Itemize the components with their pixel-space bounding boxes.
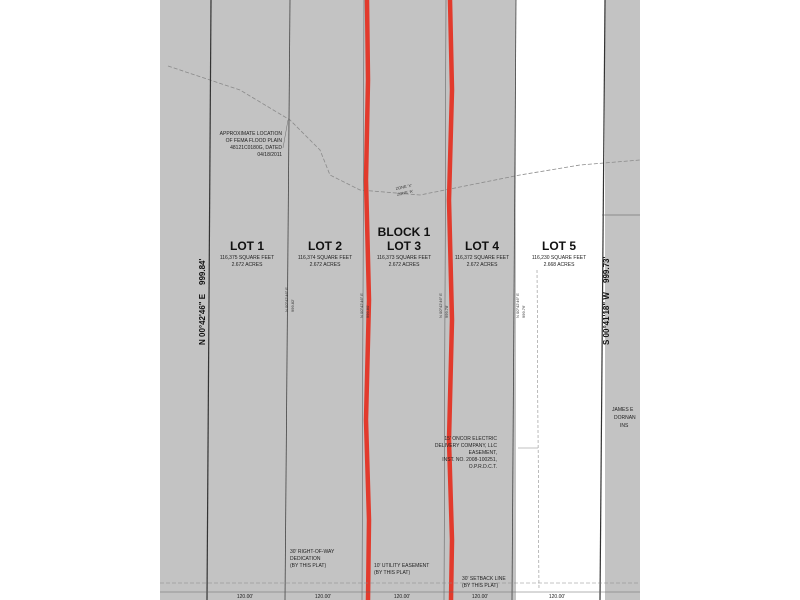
lot5-label: LOT 5 bbox=[541, 239, 577, 253]
setback-note-line2: (BY THIS PLAT) bbox=[462, 583, 499, 589]
frontage-lot1: 120.00' bbox=[236, 594, 254, 600]
west-distance-label: 999.84' bbox=[198, 258, 207, 285]
interior-distance-2: 999.80' bbox=[365, 305, 370, 318]
flood-note-line1: APPROXIMATE LOCATION bbox=[219, 131, 282, 137]
lot2-label: LOT 2 bbox=[307, 239, 343, 253]
adjacent-owner-line3: INS bbox=[620, 423, 629, 429]
interior-distance-3: 999.78' bbox=[444, 305, 449, 318]
oncor-note-line5: O.P.R.D.C.T. bbox=[468, 464, 497, 470]
utility-note-line2: (BY THIS PLAT) bbox=[374, 570, 411, 576]
lot5-area bbox=[516, 0, 605, 600]
utility-note-line1: 10' UTILITY EASEMENT bbox=[374, 563, 430, 569]
flood-note-line2: OF FEMA FLOOD PLAIN bbox=[225, 138, 282, 144]
frontage-lot3: 120.00' bbox=[393, 594, 411, 600]
lot5-acres: 2.668 ACRES bbox=[543, 262, 575, 268]
west-bearing-label: N 00°42'46" E bbox=[198, 293, 207, 345]
frontage-lot5: 120.00' bbox=[548, 594, 566, 600]
lot3-sqft: 116,373 SQUARE FEET bbox=[376, 255, 432, 261]
row-note-line3: (BY THIS PLAT) bbox=[290, 563, 327, 569]
oncor-note-line3: EASEMENT, bbox=[468, 450, 497, 456]
row-note-line1: 30' RIGHT-OF-WAY bbox=[290, 549, 335, 555]
interior-bearing-2: N 00°42'46" E bbox=[359, 293, 364, 318]
lot1-label: LOT 1 bbox=[229, 239, 265, 253]
zone-upper-label: ZONE 'X' bbox=[395, 182, 413, 191]
setback-note-line1: 30' SETBACK LINE bbox=[462, 576, 506, 582]
oncor-note-line4: INST. NO. 2008-100251, bbox=[442, 457, 497, 463]
frontage-lot4: 120.00' bbox=[471, 594, 489, 600]
lot4-sqft: 116,372 SQUARE FEET bbox=[454, 255, 510, 261]
lot4-label: LOT 4 bbox=[464, 239, 500, 253]
east-bearing-label: S 00°41'18" W bbox=[602, 292, 611, 345]
lot3-acres: 2.672 ACRES bbox=[388, 262, 420, 268]
interior-distance-4: 999.76' bbox=[521, 305, 526, 318]
lot1-acres: 2.672 ACRES bbox=[231, 262, 263, 268]
shaded-lots-area bbox=[160, 0, 516, 600]
lot5-sqft: 116,230 SQUARE FEET bbox=[531, 255, 587, 261]
lot2-acres: 2.672 ACRES bbox=[309, 262, 341, 268]
interior-distance-1: 999.82' bbox=[290, 299, 295, 312]
interior-bearing-3: N 00°42'46" E bbox=[438, 293, 443, 318]
lot3-label: LOT 3 bbox=[386, 239, 422, 253]
lot1-sqft: 116,375 SQUARE FEET bbox=[219, 255, 275, 261]
adjacent-owner-line1: JAMES E bbox=[612, 407, 634, 413]
adjacent-owner-line2: DORNAN bbox=[614, 415, 636, 421]
oncor-note-line1: 15' ONCOR ELECTRIC bbox=[444, 436, 497, 442]
east-distance-label: 999.73' bbox=[602, 256, 611, 283]
interior-bearing-1: N 00°42'46" E bbox=[284, 287, 289, 312]
flood-note-line4: 04/18/2011 bbox=[257, 152, 282, 158]
flood-note-line3: 48121C0180G, DATED bbox=[230, 145, 282, 151]
lot4-acres: 2.672 ACRES bbox=[466, 262, 498, 268]
oncor-note-line2: DELIVERY COMPANY, LLC bbox=[434, 443, 497, 449]
interior-bearing-4: N 00°42'46" E bbox=[515, 293, 520, 318]
block-label: BLOCK 1 bbox=[377, 225, 431, 239]
zone-lower-label: ZONE 'A' bbox=[396, 188, 414, 197]
lot2-sqft: 116,374 SQUARE FEET bbox=[297, 255, 353, 261]
frontage-lot2: 120.00' bbox=[314, 594, 332, 600]
row-note-line2: DEDICATION bbox=[290, 556, 321, 562]
